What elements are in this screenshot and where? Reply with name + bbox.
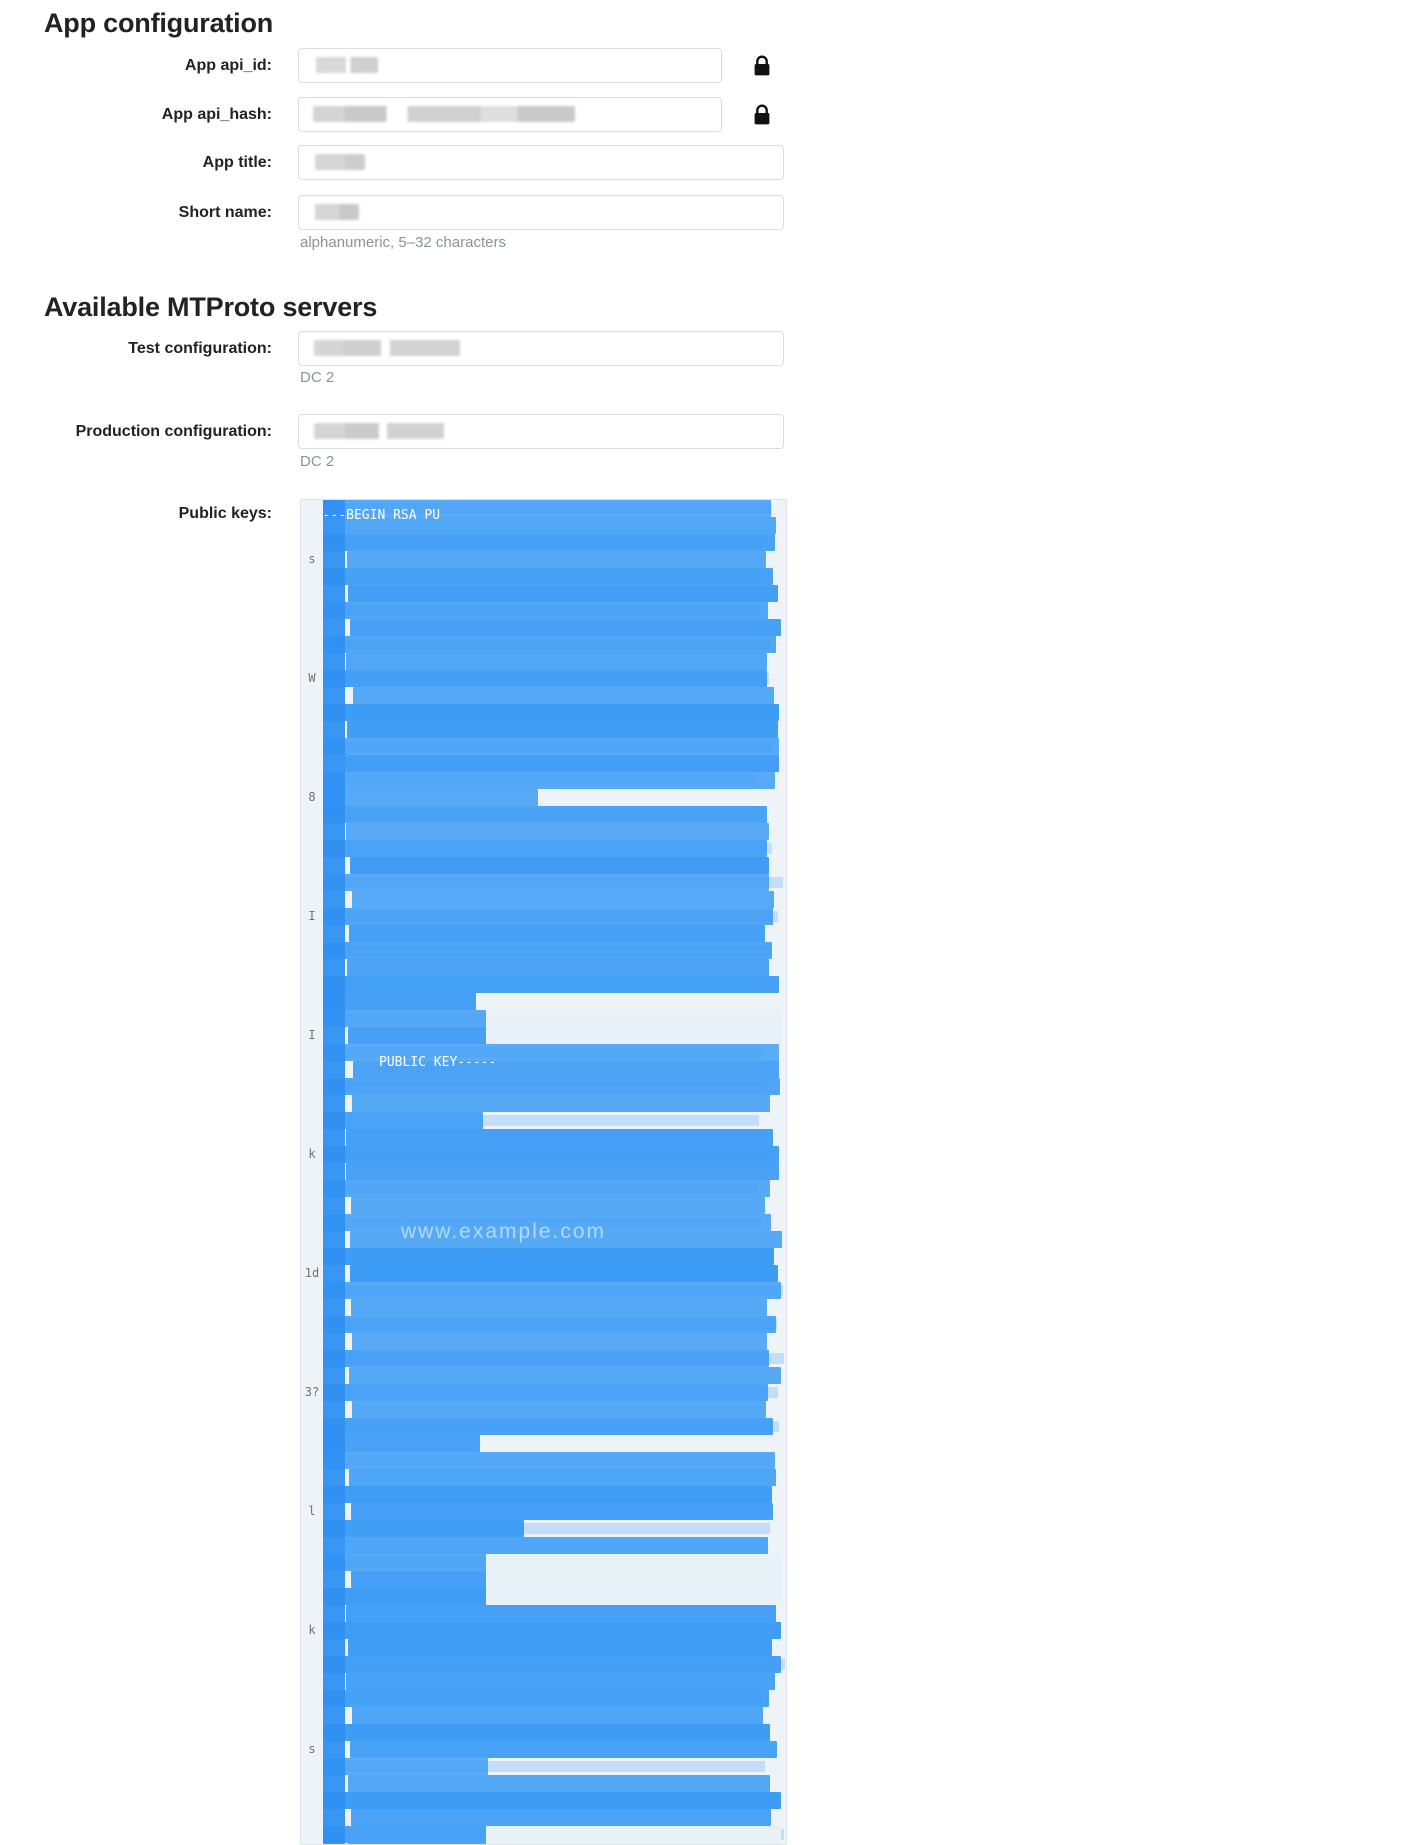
label-app-api-id: App api_id: bbox=[184, 57, 272, 74]
redacted-key-line bbox=[346, 653, 767, 670]
redacted-key-line bbox=[317, 1622, 781, 1639]
redacted-key-line bbox=[319, 874, 769, 891]
redacted-key-line bbox=[350, 1741, 777, 1758]
public-key-begin-marker: -----BEGIN RSA PU bbox=[307, 508, 441, 523]
label-test-configuration: Test configuration: bbox=[128, 340, 272, 357]
redacted-key-line bbox=[348, 585, 778, 602]
redacted-key-line bbox=[347, 721, 778, 738]
redacted-key-line bbox=[351, 1809, 771, 1826]
redacted-key-line bbox=[317, 534, 775, 551]
redaction-gap bbox=[486, 1554, 781, 1571]
redacted-key-line bbox=[319, 738, 779, 755]
redacted-key-line bbox=[352, 891, 774, 908]
redacted-key-line bbox=[321, 772, 776, 789]
input-app-api-id[interactable] bbox=[298, 48, 722, 83]
field-row-test-configuration bbox=[44, 331, 784, 366]
label-public-keys: Public keys: bbox=[178, 505, 272, 522]
page-title-app-configuration: App configuration bbox=[44, 8, 274, 38]
redacted-key-line bbox=[346, 1673, 776, 1690]
redaction-left-column bbox=[323, 500, 345, 1844]
redacted-key-line bbox=[321, 1758, 489, 1775]
redacted-key-line bbox=[317, 636, 775, 653]
redacted-key-line bbox=[347, 959, 770, 976]
public-keys-textarea[interactable] bbox=[300, 499, 787, 1845]
redacted-key-line bbox=[315, 1282, 780, 1299]
redacted-key-line bbox=[352, 1401, 767, 1418]
redacted-key-line bbox=[351, 1503, 773, 1520]
field-row-api-id bbox=[44, 48, 771, 83]
redacted-key-line bbox=[316, 1078, 780, 1095]
redacted-key-line bbox=[320, 1792, 781, 1809]
input-short-name[interactable] bbox=[298, 195, 784, 230]
redacted-key-line bbox=[318, 1248, 774, 1265]
redacted-key-line bbox=[320, 1690, 770, 1707]
redacted-key-line bbox=[317, 1214, 771, 1231]
redacted-key-line bbox=[317, 1520, 525, 1537]
redacted-key-line bbox=[319, 670, 767, 687]
redacted-key-line bbox=[316, 704, 779, 721]
redacted-key-line bbox=[321, 1146, 779, 1163]
redacted-key-line bbox=[317, 1452, 775, 1469]
redacted-key-line bbox=[319, 806, 767, 823]
label-short-name: Short name: bbox=[178, 204, 272, 221]
redacted-key-line bbox=[346, 1163, 779, 1180]
label-app-title: App title: bbox=[202, 154, 272, 171]
public-keys-content bbox=[301, 500, 786, 1844]
redacted-key-line bbox=[345, 1537, 768, 1554]
redacted-key-line bbox=[321, 1316, 776, 1333]
redacted-key-line bbox=[350, 1265, 778, 1282]
redaction-gap bbox=[486, 1010, 781, 1027]
watermark-text: www.example.com bbox=[401, 1220, 607, 1243]
redacted-key-line bbox=[353, 687, 774, 704]
input-app-title[interactable] bbox=[298, 145, 784, 180]
redacted-key-line bbox=[320, 1656, 781, 1673]
redacted-key-line bbox=[351, 1299, 768, 1316]
redaction-gap bbox=[486, 1843, 781, 1844]
page-title-mtproto-servers: Available MTProto servers bbox=[44, 292, 378, 322]
hint-short-name: alphanumeric, 5–32 characters bbox=[300, 234, 506, 251]
redacted-key-line bbox=[350, 857, 768, 874]
redacted-key-line bbox=[316, 1350, 769, 1367]
input-test-configuration[interactable] bbox=[298, 331, 784, 366]
redacted-key-line bbox=[349, 1367, 782, 1384]
redacted-key-line bbox=[320, 568, 773, 585]
redacted-key-line bbox=[319, 1724, 770, 1741]
field-row-production-configuration bbox=[44, 414, 784, 449]
redacted-key-line bbox=[346, 823, 769, 840]
redacted-key-line bbox=[352, 1707, 763, 1724]
redacted-key-line bbox=[350, 1231, 782, 1248]
redacted-key-line bbox=[315, 602, 767, 619]
field-row-api-hash bbox=[44, 97, 771, 132]
field-row-short-name bbox=[44, 195, 784, 230]
redacted-key-line bbox=[351, 1197, 766, 1214]
redacted-key-line bbox=[315, 789, 537, 806]
field-row-app-title bbox=[44, 145, 784, 180]
hint-test-configuration-dc: DC 2 bbox=[300, 369, 335, 386]
redacted-key-line bbox=[346, 1129, 772, 1146]
hint-production-configuration-dc: DC 2 bbox=[300, 453, 335, 470]
input-production-configuration[interactable] bbox=[298, 414, 784, 449]
redacted-key-line bbox=[345, 755, 779, 772]
label-app-api-hash: App api_hash: bbox=[161, 106, 272, 123]
redacted-key-line bbox=[347, 551, 767, 568]
redacted-key-line bbox=[349, 925, 765, 942]
label-production-configuration: Production configuration: bbox=[75, 423, 272, 440]
lock-icon bbox=[753, 104, 771, 126]
redacted-key-line bbox=[349, 1469, 776, 1486]
redaction-gap bbox=[486, 1588, 781, 1605]
redacted-key-line bbox=[317, 976, 778, 993]
lock-icon bbox=[753, 55, 771, 77]
redacted-key-line bbox=[318, 840, 766, 857]
redacted-key-line bbox=[317, 942, 772, 959]
redaction-gap bbox=[486, 1027, 781, 1044]
redacted-key-line bbox=[318, 1384, 769, 1401]
public-keys-gutter: s W 8 I I k 1d 3? l k s bbox=[301, 500, 323, 1844]
redacted-key-line bbox=[352, 1095, 770, 1112]
redaction-gap bbox=[486, 1826, 781, 1843]
redacted-key-line bbox=[317, 908, 773, 925]
public-key-end-marker: PUBLIC KEY----- bbox=[379, 1055, 497, 1070]
redacted-key-line bbox=[317, 1418, 773, 1435]
redacted-key-line bbox=[350, 619, 781, 636]
redacted-key-line bbox=[348, 1775, 770, 1792]
redacted-key-line bbox=[346, 1605, 776, 1622]
redaction-gap bbox=[486, 1571, 781, 1588]
input-app-api-hash[interactable] bbox=[298, 97, 722, 132]
redacted-key-line bbox=[352, 1333, 767, 1350]
redacted-key-line bbox=[317, 1180, 770, 1197]
redacted-key-line bbox=[348, 1639, 772, 1656]
redacted-key-line bbox=[318, 1486, 772, 1503]
